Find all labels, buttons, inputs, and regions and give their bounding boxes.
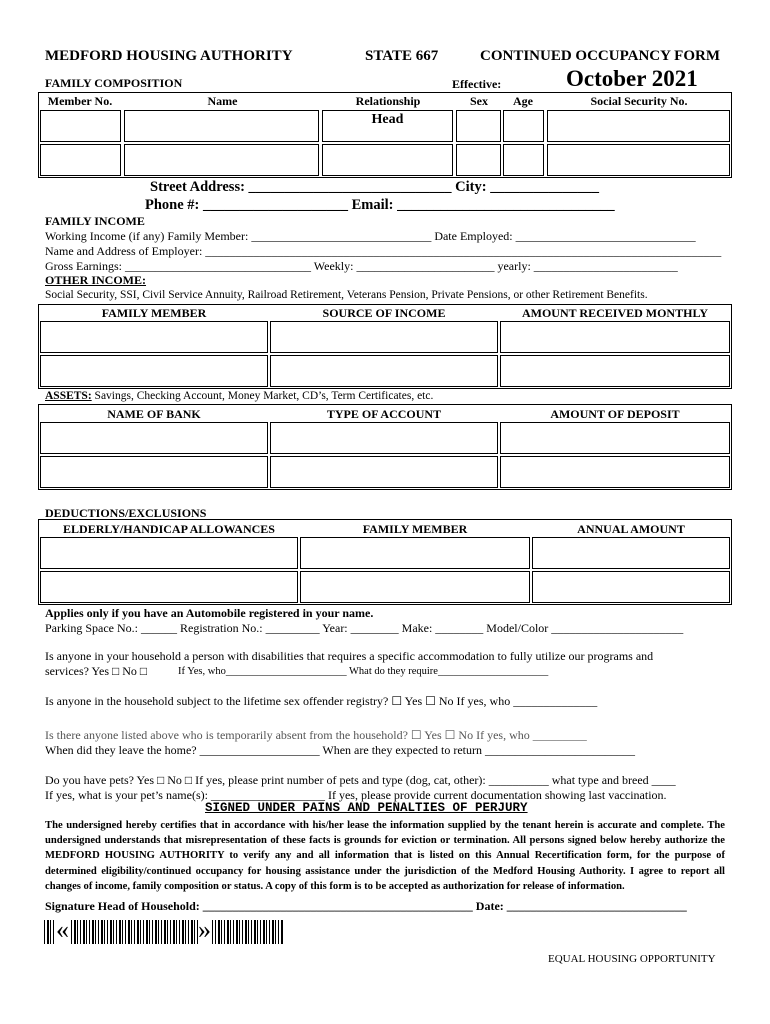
absent-dates-line[interactable]: When did they leave the home? ____________________ When are they expected to return _________________________ (45, 743, 635, 757)
other-income-description: Social Security, SSI, Civil Service Annuity, Railroad Retirement, Veterans Pension, Private Pensions, or other Retirement Benefits. (45, 289, 648, 301)
perjury-heading: SIGNED UNDER PAINS AND PENALTIES OF PERJURY (205, 801, 528, 815)
col-annual-amount: ANNUAL AMOUNT (577, 522, 685, 536)
deduction-member-field[interactable] (300, 571, 530, 603)
account-type-field[interactable] (270, 456, 498, 488)
gross-earnings-line[interactable]: Gross Earnings: _______________________________ Weekly: _______________________ yearly: ________________________ (45, 259, 678, 273)
age-field[interactable] (503, 110, 544, 142)
deductions-title: DEDUCTIONS/EXCLUSIONS (45, 506, 207, 520)
pets-question[interactable]: Do you have pets? Yes □ No □ If yes, please print number of pets and type (dog, cat, other): __________ what type and breed ____ (45, 773, 676, 787)
signature-line[interactable]: Signature Head of Household: _____________________________________________ Date: ______________________________ (45, 899, 687, 913)
ssn-field[interactable] (547, 110, 730, 142)
barcode-left-chevron-icon: « (56, 915, 69, 944)
col-ssn: Social Security No. (590, 94, 688, 108)
bank-name-field[interactable] (40, 456, 268, 488)
working-income-line[interactable]: Working Income (if any) Family Member: ______________________________ Date Employed: ______________________________ (45, 229, 696, 243)
absent-question[interactable]: Is there anyone listed above who is temporarily absent from the household? ☐ Yes ☐ No If yes, who _________ (45, 728, 587, 742)
amount-monthly-field[interactable] (500, 355, 730, 387)
effective-date: October 2021 (566, 66, 698, 91)
deduction-member-field[interactable] (300, 537, 530, 569)
amount-monthly-field[interactable] (500, 321, 730, 353)
family-member-field[interactable] (40, 355, 268, 387)
family-member-field[interactable] (40, 321, 268, 353)
col-source-of-income: SOURCE OF INCOME (322, 306, 446, 320)
source-of-income-field[interactable] (270, 355, 498, 387)
offender-question[interactable]: Is anyone in the household subject to the lifetime sex offender registry? ☐ Yes ☐ No If yes, who ______________ (45, 694, 598, 708)
automobile-title: Applies only if you have an Automobile registered in your name. (45, 606, 374, 620)
ssn-field[interactable] (547, 144, 730, 176)
sex-field[interactable] (456, 144, 501, 176)
member-no-field[interactable] (40, 110, 121, 142)
equal-housing-text: EQUAL HOUSING OPPORTUNITY (548, 953, 716, 965)
employer-line[interactable]: Name and Address of Employer: ______________________________________________________________________________________ (45, 244, 722, 258)
assets-description: Savings, Checking Account, Money Market, CD’s, Term Certificates, etc. (91, 390, 434, 402)
other-income-title: OTHER INCOME: (45, 273, 147, 287)
section-family-composition: FAMILY COMPOSITION (45, 76, 183, 90)
authority-name: MEDFORD HOUSING AUTHORITY (45, 48, 293, 64)
disability-who-line[interactable]: If Yes, who_______________________ What do they require_____________________ (178, 666, 549, 677)
name-field[interactable] (124, 110, 319, 142)
disability-yes-no[interactable]: services? Yes □ No □ (45, 664, 148, 678)
allowance-field[interactable] (40, 537, 298, 569)
age-field[interactable] (503, 144, 544, 176)
disability-question: Is anyone in your household a person with disabilities that requires a specific accommodation to fully utilize our programs and (45, 649, 654, 663)
assets-title: ASSETS: (45, 390, 92, 402)
col-family-member: FAMILY MEMBER (101, 306, 207, 320)
pets-name-line[interactable]: If yes, what is your pet’s name(s): ___________________ If yes, please provide current documentation showing last vaccination. (45, 788, 667, 802)
assets-heading (45, 390, 433, 402)
automobile-line[interactable]: Parking Space No.: ______ Registration No.: _________ Year: ________ Make: ________ Model/Color ______________________ (45, 621, 684, 635)
barcode-right-chevron-icon: » (198, 915, 211, 944)
col-amount-of-deposit: AMOUNT OF DEPOSIT (550, 407, 680, 421)
col-name: Name (207, 94, 238, 108)
effective-label: Effective: (452, 77, 502, 91)
col-amount-monthly: AMOUNT RECEIVED MONTHLY (521, 306, 709, 320)
source-of-income-field[interactable] (270, 321, 498, 353)
col-name-of-bank: NAME OF BANK (107, 407, 201, 421)
sex-field[interactable] (456, 110, 501, 142)
account-type-field[interactable] (270, 422, 498, 454)
col-member-no: Member No. (47, 94, 113, 108)
deposit-amount-field[interactable] (500, 422, 730, 454)
col-relationship: Relationship (355, 94, 421, 108)
form-title: CONTINUED OCCUPANCY FORM (480, 48, 720, 64)
col-type-of-account: TYPE OF ACCOUNT (326, 407, 442, 421)
deposit-amount-field[interactable] (500, 456, 730, 488)
relationship-head-value: Head (371, 112, 404, 127)
family-income-title: FAMILY INCOME (45, 214, 145, 228)
annual-amount-field[interactable] (532, 537, 730, 569)
allowance-field[interactable] (40, 571, 298, 603)
barcode-image (44, 920, 284, 944)
certification-text: The undersigned hereby certifies that in accordance with his/her lease the information supplied by the tenant herein is accurate and complete. The undersigned understands that misrepresentation of these facts is grounds for eviction or termination. All persons signed below hereby authorize the MEDFORD HOUSING AUTHORITY to verify any and all information that is listed on this Annual Recertification form, for the purpose of determined eligibility/continued occupancy for housing assistance under the jurisdiction of the Medford Housing Authority. I agree to report all changes of income, family composition or status. A copy of this form is to be accepted as authorization for release of information. (45, 820, 725, 892)
col-sex: Sex (470, 94, 488, 108)
col-deduction-family-member: FAMILY MEMBER (362, 522, 468, 536)
member-no-field[interactable] (40, 144, 121, 176)
bank-name-field[interactable] (40, 422, 268, 454)
relationship-field[interactable] (322, 144, 453, 176)
col-age: Age (513, 94, 533, 108)
col-elderly-handicap: ELDERLY/HANDICAP ALLOWANCES (63, 522, 275, 536)
street-city-line[interactable]: Street Address: ____________________________ City: _______________ (150, 179, 599, 195)
annual-amount-field[interactable] (532, 571, 730, 603)
phone-email-line[interactable]: Phone #: ____________________ Email: ______________________________ (145, 197, 615, 213)
state-code: STATE 667 (365, 48, 439, 64)
name-field[interactable] (124, 144, 319, 176)
